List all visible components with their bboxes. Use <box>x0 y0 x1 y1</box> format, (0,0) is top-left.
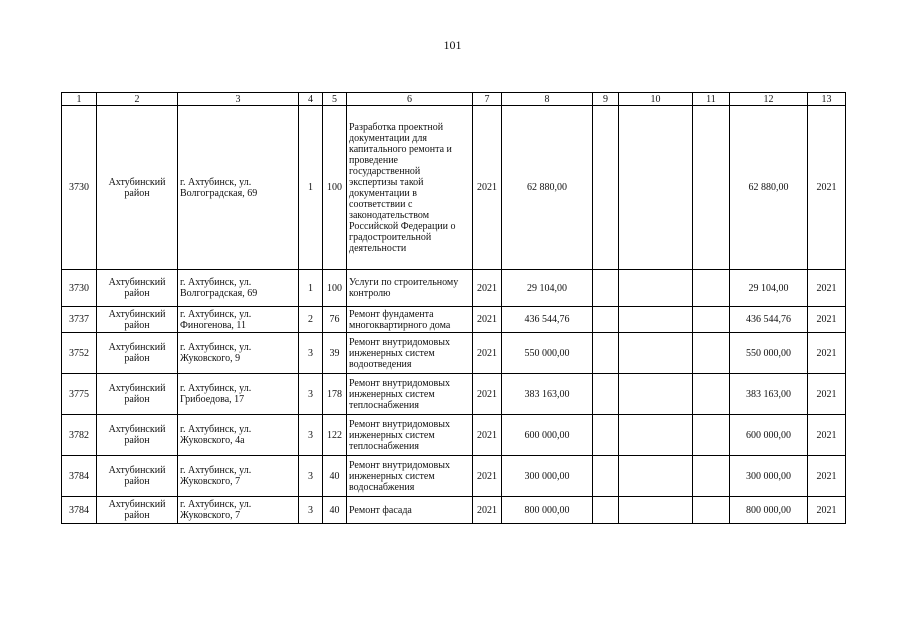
col9-cell <box>593 374 619 415</box>
cost-cell: 300 000,00 <box>502 456 593 497</box>
col5-cell: 122 <box>323 415 347 456</box>
col11-cell <box>693 374 730 415</box>
col11-cell <box>693 415 730 456</box>
col10-cell <box>619 456 693 497</box>
header-cell: 4 <box>299 93 323 106</box>
col11-cell <box>693 270 730 307</box>
header-cell: 12 <box>730 93 808 106</box>
completion-year-cell: 2021 <box>808 307 846 333</box>
table-row <box>62 456 846 497</box>
header-cell: 5 <box>323 93 347 106</box>
completion-year-cell: 2021 <box>808 374 846 415</box>
col4-cell: 3 <box>299 374 323 415</box>
col5-cell: 100 <box>323 270 347 307</box>
header-cell: 2 <box>97 93 178 106</box>
col9-cell <box>593 270 619 307</box>
col10-cell <box>619 307 693 333</box>
row-number: 3775 <box>62 374 97 415</box>
work-type-cell: Ремонт внутридомовых инженерных систем теплоснабжения <box>347 415 473 456</box>
row-number: 3737 <box>62 307 97 333</box>
district-cell: Ахтубинский район <box>97 333 178 374</box>
year-cell: 2021 <box>473 270 502 307</box>
col11-cell <box>693 456 730 497</box>
cost-cell: 550 000,00 <box>502 333 593 374</box>
district-cell: Ахтубинский район <box>97 497 178 524</box>
cost-cell: 800 000,00 <box>502 497 593 524</box>
completion-year-cell: 2021 <box>808 106 846 270</box>
header-cell: 8 <box>502 93 593 106</box>
total-cell: 600 000,00 <box>730 415 808 456</box>
district-cell: Ахтубинский район <box>97 270 178 307</box>
district-cell: Ахтубинский район <box>97 374 178 415</box>
address-cell: г. Ахтубинск, ул. Жуковского, 7 <box>178 456 299 497</box>
col11-cell <box>693 106 730 270</box>
col9-cell <box>593 497 619 524</box>
completion-year-cell: 2021 <box>808 456 846 497</box>
row-number: 3782 <box>62 415 97 456</box>
col5-cell: 76 <box>323 307 347 333</box>
table-row <box>62 374 846 415</box>
header-cell: 3 <box>178 93 299 106</box>
total-cell: 62 880,00 <box>730 106 808 270</box>
header-cell: 10 <box>619 93 693 106</box>
work-type-cell: Ремонт фундамента многоквартирного дома <box>347 307 473 333</box>
work-type-cell: Разработка проектной документации для капитального ремонта и проведение государственной экспертизы такой документации в соответствии с законодательством Российской Федерации о градостроительной деятельности <box>347 106 473 270</box>
district-cell: Ахтубинский район <box>97 307 178 333</box>
col10-cell <box>619 106 693 270</box>
col5-cell: 40 <box>323 497 347 524</box>
col4-cell: 3 <box>299 456 323 497</box>
table-row <box>62 415 846 456</box>
year-cell: 2021 <box>473 497 502 524</box>
page-number: 101 <box>443 38 462 52</box>
col10-cell <box>619 497 693 524</box>
col11-cell <box>693 307 730 333</box>
table-row <box>62 270 846 307</box>
repair-program-table <box>61 92 846 524</box>
cost-cell: 436 544,76 <box>502 307 593 333</box>
table-row <box>62 333 846 374</box>
row-number: 3752 <box>62 333 97 374</box>
work-type-cell: Ремонт внутридомовых инженерных систем теплоснабжения <box>347 374 473 415</box>
year-cell: 2021 <box>473 456 502 497</box>
year-cell: 2021 <box>473 374 502 415</box>
table-row <box>62 307 846 333</box>
header-cell: 11 <box>693 93 730 106</box>
col10-cell <box>619 374 693 415</box>
header-cell: 9 <box>593 93 619 106</box>
header-cell: 7 <box>473 93 502 106</box>
col5-cell: 100 <box>323 106 347 270</box>
header-cell: 1 <box>62 93 97 106</box>
col5-cell: 40 <box>323 456 347 497</box>
col4-cell: 1 <box>299 106 323 270</box>
work-type-cell: Ремонт внутридомовых инженерных систем водоснабжения <box>347 456 473 497</box>
row-number: 3730 <box>62 106 97 270</box>
table-row <box>62 497 846 524</box>
header-cell: 6 <box>347 93 473 106</box>
address-cell: г. Ахтубинск, ул. Волгоградская, 69 <box>178 270 299 307</box>
completion-year-cell: 2021 <box>808 415 846 456</box>
col9-cell <box>593 333 619 374</box>
year-cell: 2021 <box>473 333 502 374</box>
address-cell: г. Ахтубинск, ул. Жуковского, 7 <box>178 497 299 524</box>
completion-year-cell: 2021 <box>808 497 846 524</box>
cost-cell: 62 880,00 <box>502 106 593 270</box>
total-cell: 550 000,00 <box>730 333 808 374</box>
address-cell: г. Ахтубинск, ул. Грибоедова, 17 <box>178 374 299 415</box>
row-number: 3784 <box>62 456 97 497</box>
cost-cell: 600 000,00 <box>502 415 593 456</box>
col5-cell: 39 <box>323 333 347 374</box>
completion-year-cell: 2021 <box>808 270 846 307</box>
col4-cell: 1 <box>299 270 323 307</box>
col10-cell <box>619 270 693 307</box>
header-row <box>62 93 846 106</box>
col4-cell: 3 <box>299 333 323 374</box>
col9-cell <box>593 307 619 333</box>
col4-cell: 2 <box>299 307 323 333</box>
col9-cell <box>593 106 619 270</box>
col11-cell <box>693 333 730 374</box>
col11-cell <box>693 497 730 524</box>
total-cell: 300 000,00 <box>730 456 808 497</box>
cost-cell: 383 163,00 <box>502 374 593 415</box>
col5-cell: 178 <box>323 374 347 415</box>
col9-cell <box>593 456 619 497</box>
table-row <box>62 106 846 270</box>
address-cell: г. Ахтубинск, ул. Волгоградская, 69 <box>178 106 299 270</box>
district-cell: Ахтубинский район <box>97 415 178 456</box>
year-cell: 2021 <box>473 415 502 456</box>
col4-cell: 3 <box>299 415 323 456</box>
district-cell: Ахтубинский район <box>97 456 178 497</box>
address-cell: г. Ахтубинск, ул. Жуковского, 4а <box>178 415 299 456</box>
address-cell: г. Ахтубинск, ул. Жуковского, 9 <box>178 333 299 374</box>
col4-cell: 3 <box>299 497 323 524</box>
header-cell: 13 <box>808 93 846 106</box>
year-cell: 2021 <box>473 106 502 270</box>
address-cell: г. Ахтубинск, ул. Финогенова, 11 <box>178 307 299 333</box>
total-cell: 383 163,00 <box>730 374 808 415</box>
total-cell: 29 104,00 <box>730 270 808 307</box>
col10-cell <box>619 333 693 374</box>
col10-cell <box>619 415 693 456</box>
cost-cell: 29 104,00 <box>502 270 593 307</box>
total-cell: 436 544,76 <box>730 307 808 333</box>
col9-cell <box>593 415 619 456</box>
year-cell: 2021 <box>473 307 502 333</box>
completion-year-cell: 2021 <box>808 333 846 374</box>
row-number: 3730 <box>62 270 97 307</box>
work-type-cell: Ремонт фасада <box>347 497 473 524</box>
total-cell: 800 000,00 <box>730 497 808 524</box>
work-type-cell: Услуги по строительному контролю <box>347 270 473 307</box>
work-type-cell: Ремонт внутридомовых инженерных систем водоотведения <box>347 333 473 374</box>
row-number: 3784 <box>62 497 97 524</box>
district-cell: Ахтубинский район <box>97 106 178 270</box>
